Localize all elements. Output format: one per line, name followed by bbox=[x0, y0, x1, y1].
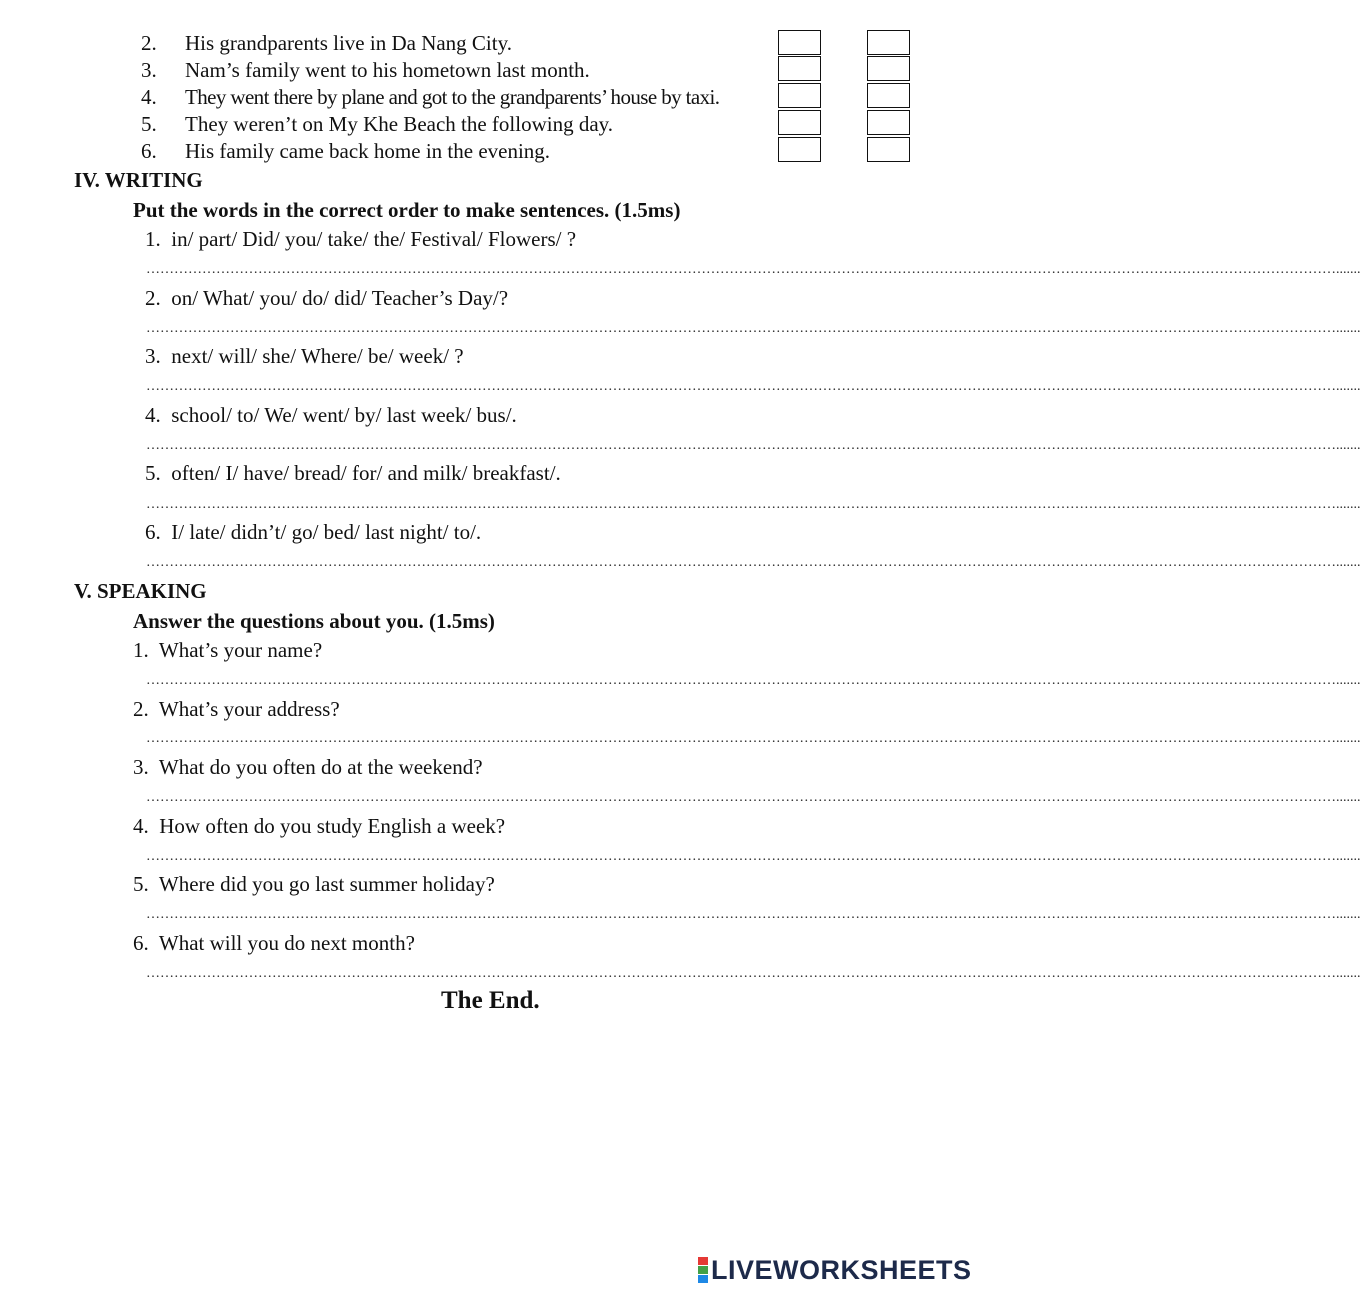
liveworksheets-logo bbox=[698, 1255, 972, 1285]
answer-line[interactable]: …………………………………………………………………………………………………………………………………………………………………………………………………………………………………....... bbox=[146, 673, 1361, 688]
question-number: 3. bbox=[145, 344, 161, 368]
answer-line[interactable]: …………………………………………………………………………………………………………………………………………………………………………………………………………………………………....... bbox=[146, 497, 1361, 512]
answer-box-false[interactable] bbox=[867, 30, 910, 55]
question-text: What will you do next month? bbox=[158, 931, 415, 955]
tf-item bbox=[0, 139, 770, 165]
speaking-section-title: V. SPEAKING bbox=[74, 579, 207, 603]
question-text: I/ late/ didn’t/ go/ bed/ last night/ to/. bbox=[171, 520, 482, 544]
speaking-question bbox=[133, 697, 340, 722]
question-text: on/ What/ you/ do/ did/ Teacher’s Day/? bbox=[171, 286, 509, 310]
tf-item-number: 4. bbox=[141, 85, 157, 109]
tf-item bbox=[0, 85, 770, 111]
question-number: 2. bbox=[145, 286, 161, 310]
question-text: next/ will/ she/ Where/ be/ week/ ? bbox=[171, 344, 464, 368]
tf-item-text: They went there by plane and got to the grandparents’ house by taxi. bbox=[185, 85, 720, 109]
block-blue bbox=[698, 1275, 708, 1283]
tf-item-text: They weren’t on My Khe Beach the following day. bbox=[185, 112, 614, 136]
writing-section-title: IV. WRITING bbox=[74, 168, 203, 192]
tf-item bbox=[0, 58, 770, 84]
question-number: 1. bbox=[133, 638, 149, 662]
tf-item-text: His grandparents live in Da Nang City. bbox=[185, 31, 512, 55]
question-number: 2. bbox=[133, 697, 149, 721]
answer-box-true[interactable] bbox=[778, 30, 821, 55]
speaking-question bbox=[133, 638, 322, 663]
answer-line[interactable]: …………………………………………………………………………………………………………………………………………………………………………………………………………………………………....... bbox=[146, 379, 1361, 394]
question-text: in/ part/ Did/ you/ take/ the/ Festival/ Flowers/ ? bbox=[171, 227, 577, 251]
liveworksheets-blocks-icon bbox=[698, 1257, 708, 1283]
answer-box-false[interactable] bbox=[867, 83, 910, 108]
answer-line[interactable]: …………………………………………………………………………………………………………………………………………………………………………………………………………………………………....... bbox=[146, 966, 1361, 981]
writing-question bbox=[145, 520, 481, 545]
answer-line[interactable]: …………………………………………………………………………………………………………………………………………………………………………………………………………………………………....... bbox=[146, 438, 1361, 453]
answer-box-true[interactable] bbox=[778, 83, 821, 108]
liveworksheets-wordmark: LIVEWORKSHEETS bbox=[711, 1254, 972, 1285]
question-text: What’s your name? bbox=[158, 638, 323, 662]
question-number: 4. bbox=[145, 403, 161, 427]
the-end-text: The End. bbox=[441, 987, 540, 1014]
answer-line[interactable]: …………………………………………………………………………………………………………………………………………………………………………………………………………………………………....... bbox=[146, 849, 1361, 864]
answer-line[interactable]: …………………………………………………………………………………………………………………………………………………………………………………………………………………………………....... bbox=[146, 262, 1361, 277]
writing-instruction: Put the words in the correct order to make sentences. (1.5ms) bbox=[133, 198, 681, 222]
speaking-question bbox=[133, 755, 483, 780]
speaking-question bbox=[133, 872, 495, 897]
question-number: 5. bbox=[133, 872, 149, 896]
writing-question bbox=[145, 286, 508, 311]
answer-line[interactable]: …………………………………………………………………………………………………………………………………………………………………………………………………………………………………....... bbox=[146, 321, 1361, 336]
speaking-question bbox=[133, 931, 415, 956]
question-number: 4. bbox=[133, 814, 149, 838]
answer-line[interactable]: …………………………………………………………………………………………………………………………………………………………………………………………………………………………………....... bbox=[146, 907, 1361, 922]
question-text: often/ I/ have/ bread/ for/ and milk/ breakfast/. bbox=[171, 461, 561, 485]
answer-box-false[interactable] bbox=[867, 110, 910, 135]
tf-item bbox=[0, 112, 770, 138]
question-text: What do you often do at the weekend? bbox=[158, 755, 483, 779]
tf-item-text: Nam’s family went to his hometown last month. bbox=[185, 58, 590, 82]
speaking-question bbox=[133, 814, 505, 839]
writing-question bbox=[145, 227, 576, 252]
question-text: school/ to/ We/ went/ by/ last week/ bus/. bbox=[171, 403, 517, 427]
tf-item-number: 2. bbox=[141, 31, 157, 55]
writing-question bbox=[145, 403, 517, 428]
question-text: How often do you study English a week? bbox=[159, 814, 506, 838]
answer-line[interactable]: …………………………………………………………………………………………………………………………………………………………………………………………………………………………………....... bbox=[146, 555, 1361, 570]
tf-item-number: 5. bbox=[141, 112, 157, 136]
question-text: What’s your address? bbox=[158, 697, 340, 721]
answer-line[interactable]: …………………………………………………………………………………………………………………………………………………………………………………………………………………………………....... bbox=[146, 731, 1361, 746]
tf-item-number: 3. bbox=[141, 58, 157, 82]
question-number: 6. bbox=[145, 520, 161, 544]
tf-item bbox=[0, 31, 770, 57]
block-red bbox=[698, 1257, 708, 1265]
block-green bbox=[698, 1266, 708, 1274]
question-number: 3. bbox=[133, 755, 149, 779]
tf-item-text: His family came back home in the evening. bbox=[185, 139, 551, 163]
speaking-instruction: Answer the questions about you. (1.5ms) bbox=[133, 609, 495, 633]
answer-line[interactable]: …………………………………………………………………………………………………………………………………………………………………………………………………………………………………....... bbox=[146, 790, 1361, 805]
question-text: Where did you go last summer holiday? bbox=[158, 872, 495, 896]
question-number: 5. bbox=[145, 461, 161, 485]
writing-question bbox=[145, 344, 464, 369]
answer-box-true[interactable] bbox=[778, 137, 821, 162]
question-number: 6. bbox=[133, 931, 149, 955]
writing-question bbox=[145, 461, 561, 486]
answer-box-true[interactable] bbox=[778, 56, 821, 81]
answer-box-false[interactable] bbox=[867, 137, 910, 162]
tf-item-number: 6. bbox=[141, 139, 157, 163]
question-number: 1. bbox=[145, 227, 161, 251]
answer-box-false[interactable] bbox=[867, 56, 910, 81]
answer-box-true[interactable] bbox=[778, 110, 821, 135]
